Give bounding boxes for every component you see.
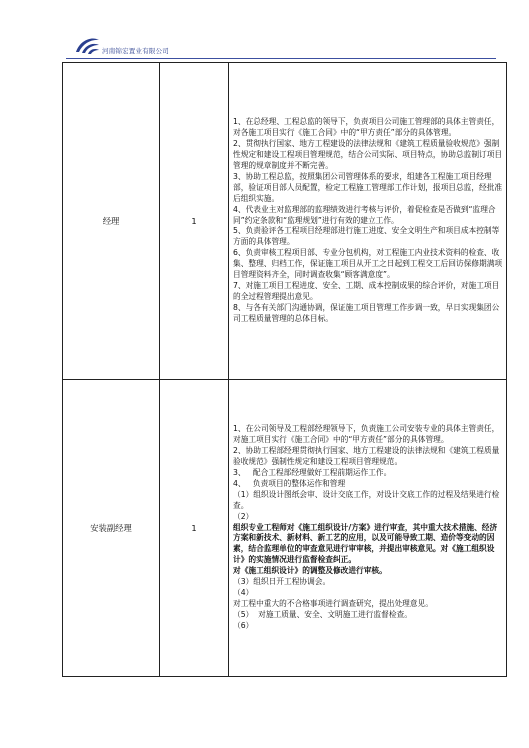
duty-item: 1、在总经理、工程总监的领导下，负责项目公司施工管理部的具体主管责任，对各施工项目实行《施工合同》中的“甲方责任”部分的具体管理。 [233, 117, 500, 138]
duty-item: 7、对施工项目工程进度、安全、工期、成本控制成果的综合评价，对施工项目的全过程管理提出意见。 [233, 280, 500, 301]
duty-item: 8、与各有关部门沟通协调，保证施工项目管理工作步调一致，早日实现集团公司工程质量管理的总体目标。 [233, 302, 500, 323]
count-cell: 1 [160, 380, 229, 677]
duty-item: 组织专业工程师对《施工组织设计/方案》进行审查，其中重大技术措施、经济方案和新技术、新材料、新工艺的应用，以及可能导致工期、造价等变动的因素，结合监理单位的审查意见进行审审核，并提出审核意见。对《施工组织设计》的实施情况进行监督检查纠正。 [233, 522, 498, 565]
duty-item: 6、负责审核工程项目部、专业分包机构，对工程施工内业技术资料的检查、收集、整理、归档工作，保证施工项目从开工之日起到工程交工后回访保修期满项目管理资料齐全，同时调查收集“顾客满意度”。 [233, 248, 503, 280]
duty-item: 1、在公司领导及工程部经理领导下，负责施工公司安装专业的具体主管责任，对施工项目实行《施工合同》中的“甲方责任”部分的具体管理。 [233, 424, 500, 445]
duty-item: 对《施工组织设计》的调整及修改进行审核。 [233, 566, 387, 576]
duty-item: （3）组织日开工程协调会。 [233, 577, 331, 587]
company-name: 河南锦宏置业有限公司 [102, 47, 169, 55]
duty-item: 5、负责验评各工程项目经理部进行施工进度、安全文明生产和项目成本控制等方面的具体管理。 [233, 226, 500, 247]
role-cell: 安装副经理 [63, 380, 160, 677]
duties-table [62, 62, 507, 677]
duties-cell [229, 63, 507, 380]
table-row [63, 380, 507, 677]
duty-item: 4、 负责项目的整体运作和管理 [233, 478, 346, 488]
duty-item: （5） 对施工质量、安全、文明施工进行监督检查。 [233, 609, 412, 619]
duty-item: 3、协助工程总监，按照集团公司管理体系的要求，组建各工程施工项目经理部，验证项目部人员配置，检定工程施工管理部工作计划，报项目总监，经批准后组织实施。 [233, 171, 503, 203]
duty-item: （6） [233, 620, 254, 630]
company-logo-icon [74, 36, 100, 56]
duties-cell [229, 380, 507, 677]
count-cell: 1 [160, 63, 229, 380]
role-cell: 经理 [63, 63, 160, 380]
duty-item: 2、协助工程部经理贯彻执行国家、地方工程建设的法律法规和《建筑工程质量验收规范》强制性规定和建设工程项目管理规范。 [233, 446, 500, 467]
duty-item: 对工程中重大的不合格事项进行调查研究，提出处理意见。 [233, 598, 433, 608]
duty-item: （2） [233, 511, 254, 521]
duty-item: 2、贯彻执行国家、地方工程建设的法律法规和《建筑工程质量验收规范》强制性规定和建设工程项目管理规范，结合公司实际、项目特点，协助总监制订项目管理的规章制度并不断完善。 [233, 139, 503, 171]
duty-item: 4、代表业主对监理部的监理绩效进行考核与评价，着促检查是否做到“监理合同”约定条款和“监理规划”进行有效的建立工作。 [233, 204, 496, 225]
duty-item: 3、 配合工程部经理做好工程前期运作工作。 [233, 468, 392, 478]
page-header [66, 36, 496, 60]
duty-item: （4） [233, 587, 254, 597]
duty-item: （1）组织设计图纸会审、设计交底工作，对设计交底工作的过程及结果进行检查。 [233, 489, 500, 510]
header-divider [66, 58, 496, 59]
table-row [63, 63, 507, 380]
